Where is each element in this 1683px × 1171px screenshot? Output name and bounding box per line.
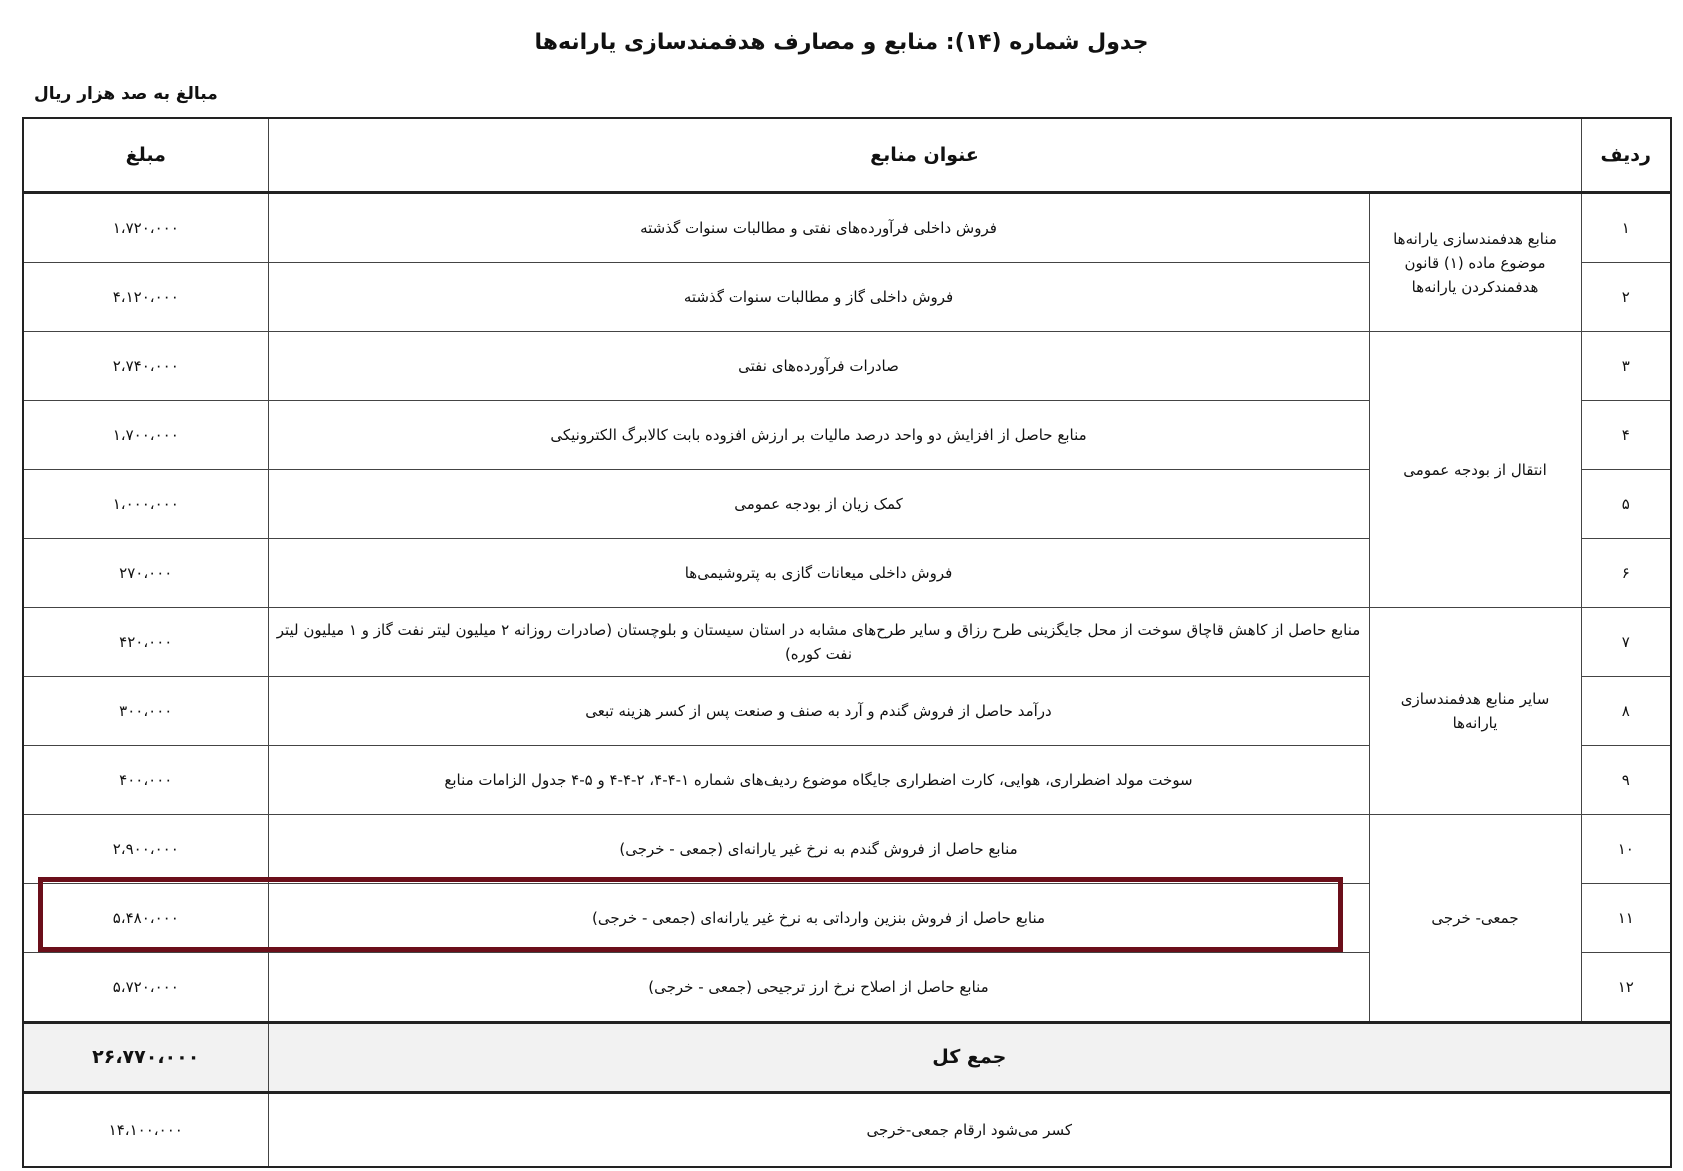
table-row [23,608,1671,677]
header-row-number: ردیف [1581,118,1671,193]
row-amount: ۵،۴۸۰،۰۰۰ [23,884,268,953]
row-title: صادرات فرآورده‌های نفتی [268,332,1369,401]
row-title: سوخت مولد اضطراری، هوایی، کارت اضطراری جایگاه موضوع ردیف‌های شماره ۱-۴-۴، ۲-۴-۴ و ۵-۴ جدول الزامات منابع [268,746,1369,815]
table-header-row [23,118,1671,193]
row-amount: ۵،۷۲۰،۰۰۰ [23,953,268,1023]
row-amount: ۴۲۰،۰۰۰ [23,608,268,677]
row-title: منابع حاصل از اصلاح نرخ ارز ترجیحی (جمعی - خرجی) [268,953,1369,1023]
row-number: ۵ [1581,470,1671,539]
row-title: منابع حاصل از فروش بنزین وارداتی به نرخ غیر یارانه‌ای (جمعی - خرجی) [268,884,1369,953]
unit-note: مبالغ به صد هزار ریال [34,84,218,104]
group-cell: سایر منابع هدفمندسازی یارانه‌ها [1369,608,1581,815]
row-title: منابع حاصل از فروش گندم به نرخ غیر یارانه‌ای (جمعی - خرجی) [268,815,1369,884]
total-amount: ۲۶،۷۷۰،۰۰۰ [23,1023,268,1093]
deduct-row [23,1093,1671,1168]
row-number: ۲ [1581,263,1671,332]
row-title: فروش داخلی فرآورده‌های نفتی و مطالبات سنوات گذشته [268,193,1369,263]
deduct-label: کسر می‌شود ارقام جمعی-خرجی [268,1093,1671,1168]
row-title: کمک زیان از بودجه عمومی [268,470,1369,539]
row-amount: ۱،۰۰۰،۰۰۰ [23,470,268,539]
total-row [23,1023,1671,1093]
row-amount: ۲۷۰،۰۰۰ [23,539,268,608]
total-label: جمع کل [268,1023,1671,1093]
row-title: فروش داخلی میعانات گازی به پتروشیمی‌ها [268,539,1369,608]
row-amount: ۳۰۰،۰۰۰ [23,677,268,746]
row-amount: ۱،۷۰۰،۰۰۰ [23,401,268,470]
table-row [23,193,1671,263]
row-title: فروش داخلی گاز و مطالبات سنوات گذشته [268,263,1369,332]
table-row [23,815,1671,884]
row-number: ۱ [1581,193,1671,263]
group-cell: منابع هدفمندسازی یارانه‌ها موضوع ماده (۱) قانون هدفمندکردن یارانه‌ها [1369,193,1581,332]
row-amount: ۴،۱۲۰،۰۰۰ [23,263,268,332]
header-title: عنوان منابع [268,118,1581,193]
row-number: ۳ [1581,332,1671,401]
row-title: منابع حاصل از افزایش دو واحد درصد مالیات بر ارزش افزوده بابت کالابرگ الکترونیکی [268,401,1369,470]
row-number: ۱۱ [1581,884,1671,953]
resources-table [22,117,1672,1168]
table-title: جدول شماره (۱۴): منابع و مصارف هدفمندسازی یارانه‌ها [534,30,1149,55]
table-row [23,332,1671,401]
row-amount: ۱،۷۲۰،۰۰۰ [23,193,268,263]
row-amount: ۲،۹۰۰،۰۰۰ [23,815,268,884]
row-number: ۷ [1581,608,1671,677]
row-number: ۶ [1581,539,1671,608]
header-amount: مبلغ [23,118,268,193]
row-number: ۱۲ [1581,953,1671,1023]
row-number: ۱۰ [1581,815,1671,884]
row-title: درآمد حاصل از فروش گندم و آرد به صنف و صنعت پس از کسر هزینه تبعی [268,677,1369,746]
row-amount: ۲،۷۴۰،۰۰۰ [23,332,268,401]
row-number: ۴ [1581,401,1671,470]
deduct-amount: ۱۴،۱۰۰،۰۰۰ [23,1093,268,1168]
row-number: ۹ [1581,746,1671,815]
group-cell: جمعی- خرجی [1369,815,1581,1023]
row-title: منابع حاصل از کاهش قاچاق سوخت از محل جایگزینی طرح رزاق و سایر طرح‌های مشابه در استان سیستان و بلوچستان (صادرات روزانه ۲ میلیون لیتر نفت گاز و ۱ میلیون لیتر نفت کوره) [268,608,1369,677]
group-cell: انتقال از بودجه عمومی [1369,332,1581,608]
row-amount: ۴۰۰،۰۰۰ [23,746,268,815]
row-number: ۸ [1581,677,1671,746]
